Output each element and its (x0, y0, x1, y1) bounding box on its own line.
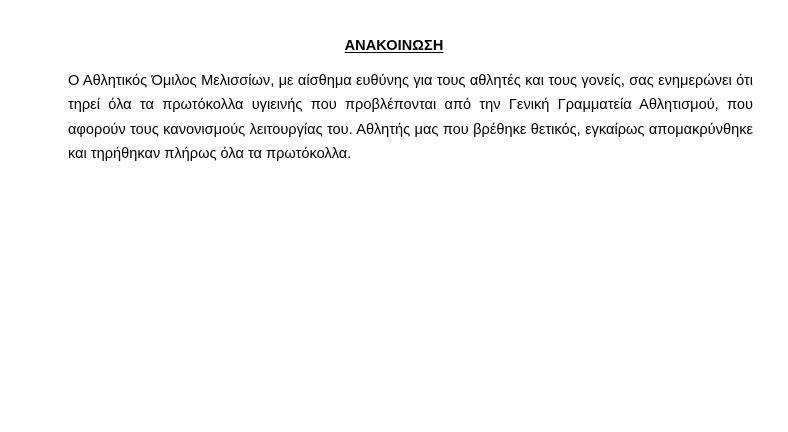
announcement-body: Ο Αθλητικός Όμιλος Μελισσίων, με αίσθημα ευθύνης για τους αθλητές και τους γονείς, σας ενημερώνει ότι τηρεί όλα τα πρωτόκολλα υγιεινής που προβλέπονται από την Γενική Γραμματεία Αθλητισμού, που αφορούν τους κανονισμούς λειτουργίας του. Αθλητής μας που βρέθηκε θετικός, εγκαίρως απομακρύνθηκε και τηρήθηκαν πλήρως όλα τα πρωτόκολλα. (68, 73, 753, 162)
announcement-title: ΑΝΑΚΟΙΝΩΣΗ (344, 38, 444, 54)
